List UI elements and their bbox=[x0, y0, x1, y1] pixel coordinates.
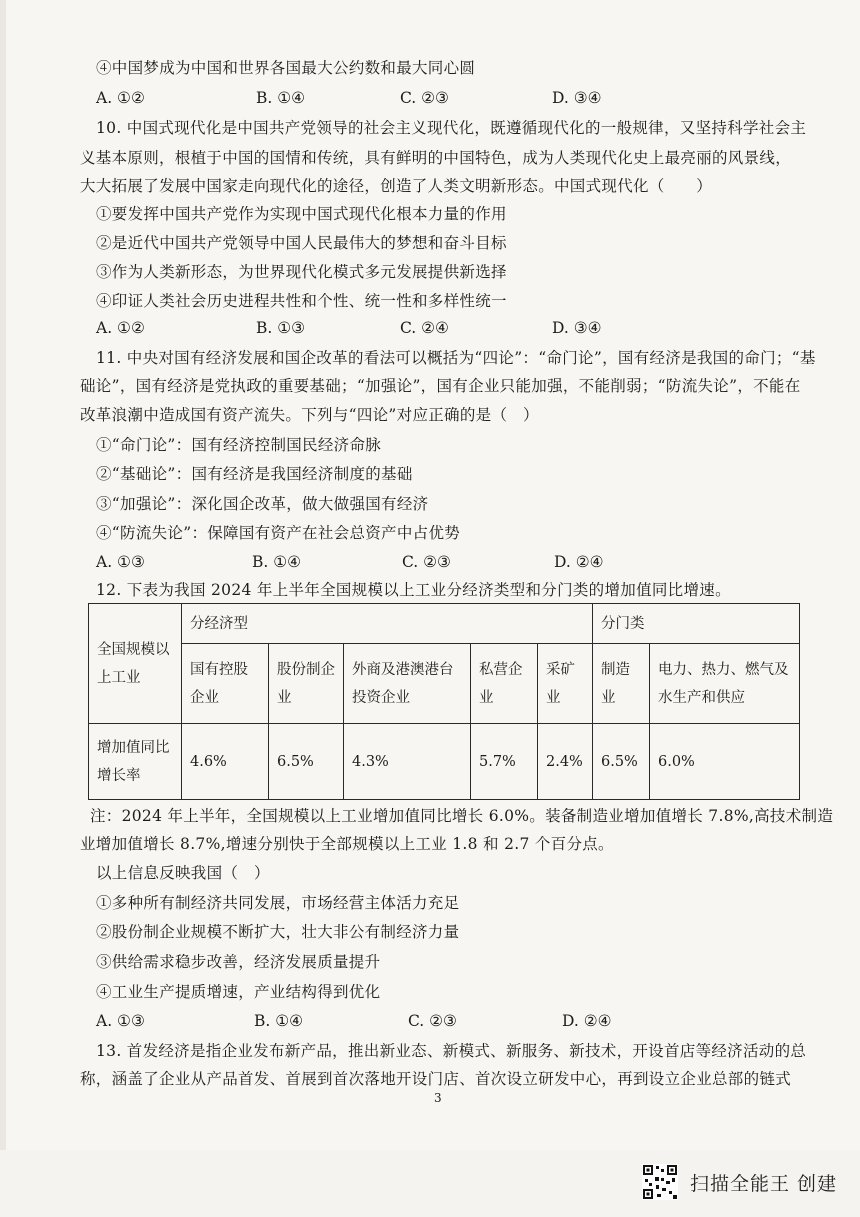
q9-option-d[interactable]: D. ③④ bbox=[552, 89, 602, 107]
table-cell: 6.5% bbox=[593, 724, 650, 800]
q12-note-line-1: 注：2024 年上半年，全国规模以上工业增加值同比增长 6.0%。装备制造业增加值增长 7.8%,高技术制造 bbox=[90, 807, 834, 825]
q10-option-b[interactable]: B. ①③ bbox=[256, 319, 306, 337]
q10-option-d[interactable]: D. ③④ bbox=[552, 319, 602, 337]
page-number: 3 bbox=[434, 1091, 442, 1105]
q10-item-2: ②是近代中国共产党领导中国人民最伟大的梦想和奋斗目标 bbox=[96, 234, 507, 252]
industry-growth-table bbox=[88, 603, 800, 800]
q9-option-a[interactable]: A. ①② bbox=[96, 89, 145, 107]
q10-item-1: ①要发挥中国共产党作为实现中国式现代化根本力量的作用 bbox=[96, 205, 507, 223]
q11-option-a[interactable]: A. ①③ bbox=[96, 553, 145, 571]
row-header-growth: 增加值同比增长率 bbox=[89, 724, 182, 800]
q12-stem: 12. 下表为我国 2024 年上半年全国规模以上工业分经济类型和分门类的增加值同比增速。 bbox=[96, 581, 731, 599]
q12-option-c[interactable]: C. ②③ bbox=[408, 1012, 457, 1030]
col-header: 股份制企业 bbox=[269, 644, 344, 724]
col-header: 采矿业 bbox=[538, 644, 593, 724]
q10-option-a[interactable]: A. ①② bbox=[96, 319, 145, 337]
q12-item-4: ④工业生产提质增速，产业结构得到优化 bbox=[96, 983, 381, 1001]
q12-note-line-2: 业增加值增长 8.7%,增速分别快于全部规模以上工业 1.8 和 2.7 个百分点。 bbox=[80, 835, 614, 853]
row-header-industry: 全国规模以上工业 bbox=[89, 604, 182, 724]
q10-stem-line-3: 大大拓展了发展中国家走向现代化的途径，创造了人类文明新形态。中国式现代化（ ） bbox=[80, 177, 713, 195]
q12-item-3: ③供给需求稳步改善，经济发展质量提升 bbox=[96, 953, 381, 971]
q10-stem-line-1: 10. 中国式现代化是中国共产党领导的社会主义现代化，既遵循现代化的一般规律，又坚持科学社会主 bbox=[96, 119, 807, 137]
q11-item-4: ④“防流失论”：保障国有资产在社会总资产中占优势 bbox=[96, 524, 461, 542]
q12-option-b[interactable]: B. ①④ bbox=[254, 1012, 304, 1030]
q13-stem-line-2: 称，涵盖了企业从产品首发、首展到首次落地开设门店、首次设立研发中心，再到设立企业总部的链式 bbox=[80, 1070, 792, 1088]
q11-stem-line-1: 11. 中央对国有经济发展和国企改革的看法可以概括为“四论”：“命门论”，国有经济是我国的命门；“基 bbox=[96, 349, 816, 367]
q12-item-2: ②股份制企业规模不断扩大，壮大非公有制经济力量 bbox=[96, 923, 460, 941]
q11-stem-line-3: 改革浪潮中造成国有资产流失。下列与“四论”对应正确的是（ ） bbox=[80, 406, 539, 424]
q11-option-c[interactable]: C. ②③ bbox=[402, 553, 451, 571]
q9-option-b[interactable]: B. ①④ bbox=[256, 89, 306, 107]
col-header: 电力、热力、燃气及水生产和供应 bbox=[650, 644, 800, 724]
q10-stem-line-2: 义基本原则，根植于中国的国情和传统，具有鲜明的中国特色，成为人类现代化史上最亮丽的风景线， bbox=[80, 149, 792, 167]
q10-item-4: ④印证人类社会历史进程共性和个性、统一性和多样性统一 bbox=[96, 292, 507, 310]
q13-stem-line-1: 13. 首发经济是指企业发布新产品，推出新业态、新模式、新服务、新技术，开设首店等经济活动的总 bbox=[96, 1042, 807, 1060]
table-cell: 5.7% bbox=[471, 724, 538, 800]
col-header: 制造业 bbox=[593, 644, 650, 724]
q12-option-a[interactable]: A. ①③ bbox=[96, 1012, 145, 1030]
table-cell: 6.0% bbox=[650, 724, 800, 800]
group-header-category: 分门类 bbox=[593, 604, 800, 644]
col-header: 外商及港澳港台投资企业 bbox=[344, 644, 471, 724]
q10-option-c[interactable]: C. ②④ bbox=[400, 319, 449, 337]
group-header-economic-type: 分经济型 bbox=[182, 604, 593, 644]
q12-option-d[interactable]: D. ②④ bbox=[562, 1012, 612, 1030]
q10-item-3: ③作为人类新形态，为世界现代化模式多元发展提供新选择 bbox=[96, 263, 507, 281]
q9-option-c[interactable]: C. ②③ bbox=[400, 89, 449, 107]
q9-item-4: ④中国梦成为中国和世界各国最大公约数和最大同心圆 bbox=[96, 59, 476, 77]
q11-item-3: ③“加强论”：深化国企改革，做大做强国有经济 bbox=[96, 495, 429, 513]
q11-stem-line-2: 础论”，国有经济是党执政的重要基础；“加强论”，国有企业只能加强，不能削弱；“防流失论”，不能在 bbox=[80, 377, 801, 395]
q11-option-d[interactable]: D. ②④ bbox=[554, 553, 604, 571]
table-cell: 4.6% bbox=[182, 724, 269, 800]
q11-item-1: ①“命门论”：国有经济控制国民经济命脉 bbox=[96, 436, 382, 454]
col-header: 国有控股企业 bbox=[182, 644, 269, 724]
scanner-watermark bbox=[642, 1163, 837, 1201]
watermark-text: 扫描全能王 创建 bbox=[690, 1172, 838, 1195]
col-header: 私营企业 bbox=[471, 644, 538, 724]
qr-code-icon bbox=[642, 1164, 678, 1200]
table-cell: 2.4% bbox=[538, 724, 593, 800]
table-cell: 4.3% bbox=[344, 724, 471, 800]
q11-item-2: ②“基础论”：国有经济是我国经济制度的基础 bbox=[96, 465, 413, 483]
scan-edge bbox=[0, 0, 6, 1150]
table-cell: 6.5% bbox=[269, 724, 344, 800]
q12-item-1: ①多种所有制经济共同发展，市场经营主体活力充足 bbox=[96, 894, 460, 912]
q12-question: 以上信息反映我国（ ） bbox=[96, 864, 270, 882]
q11-option-b[interactable]: B. ①④ bbox=[252, 553, 302, 571]
